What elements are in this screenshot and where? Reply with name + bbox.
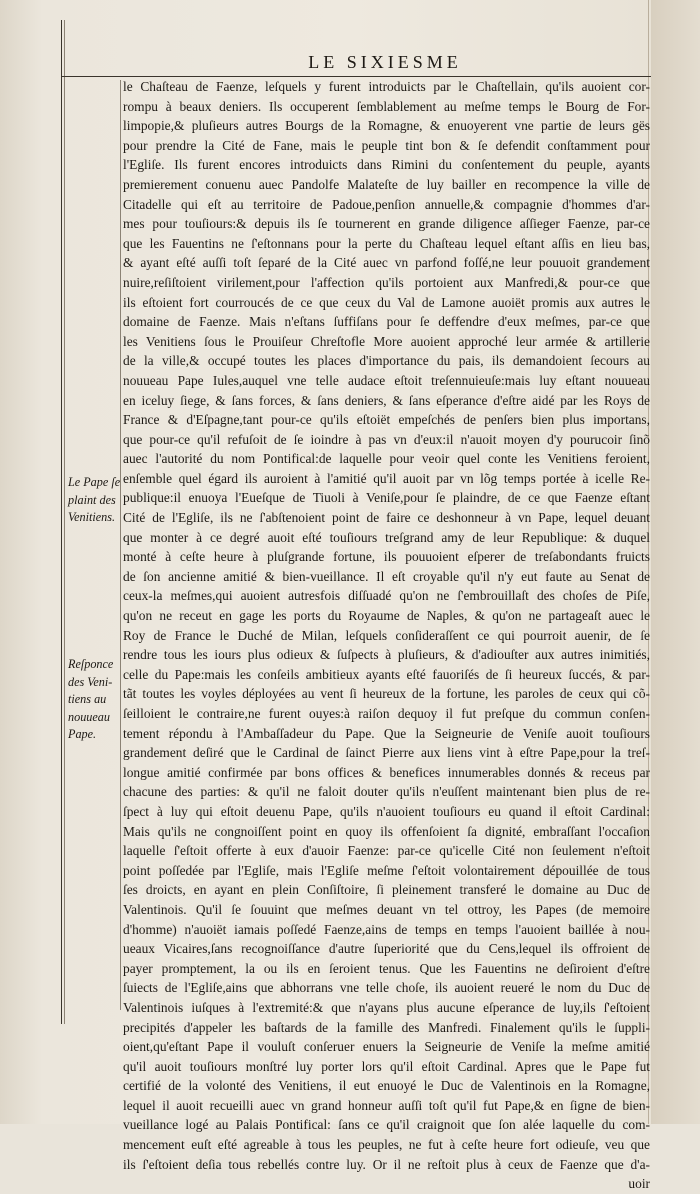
text-line: ſpect à luy qui eſtoit deuenu Pape, qu'ils n'auoient touſiours eu quand il eſtoit Cardinal: (123, 803, 650, 819)
text-line: & ayant eſté auſſi toſt ſeparé de la Cité auec vn parfond foſſé,ne leur pouuoit grandement (123, 255, 650, 271)
margin-note-line: nouueau (68, 709, 110, 724)
text-line: mencement euſt eſté agreable à tous les peuples, ne fut à ceſte heure fort odieuſe, veu que (123, 1137, 650, 1153)
text-line: rendre tous les iours plus odieux & ſuſpects à pluſieurs, & d'adiouſter aux autres inimitiés, (123, 647, 650, 663)
text-line: tement répondu à l'Ambaſſadeur du Pape. Que la Seigneurie de Veniſe auoit touſiours (123, 725, 650, 741)
text-line: pour prendre la Cité de Fane, mais le peuple tint bon & ſe defendit conſtamment pour (123, 137, 650, 153)
margin-note-line: plaint des (68, 492, 116, 507)
text-line: qu'il auoit touſiours monſtré luy porter lors qu'il eſtoit Cardinal. Apres que le Pape fut (123, 1058, 650, 1074)
text-line: oient,qu'eſtant Pape il vouluſt conſeruer enuers la Seigneurie de Veniſe la meſme amitié (123, 1039, 650, 1055)
text-line: grandement deſiré que le Cardinal de ſainct Pierre aux liens vint à eſtre Pape,pour la treſ- (123, 745, 650, 761)
text-line: precipités d'appeler les baſtards de la famille des Manfredi. Finalement qu'ils le ſuppli- (123, 1019, 650, 1035)
text-line: Valentinois. Qu'il ſe ſouuint que meſmes deuant vn tel ottroy, les Papes (de memoire (123, 901, 650, 917)
text-line: l'Egliſe. Ils furent encores introduicts dans Rimini du conſentement du peuple, ayants (123, 157, 650, 173)
text-line: ſuiects de l'Egliſe,ains que abhorrans vne telle choſe, ils auoient reueré le nom du Duc de (123, 980, 650, 996)
margin-note (68, 656, 122, 744)
text-line: que monter à ce degré auoit eſté touſiours treſgrand amy de leur Republique: & duquel (123, 529, 650, 545)
text-line: nuire,reſiſtoient virilement,pour l'affection qu'ils portoient aux Manfredi,& pour-ce que (123, 274, 650, 290)
text-line: nouueau Pape Iules,auquel vne telle audace eſtoit treſennuieuſe:mais luy eſtant nouueau (123, 372, 650, 388)
text-line: laquelle ſ'eſtoit offerte à eux d'auoir Faenze: par-ce qu'icelle Cité non ſeulement n'eſtoit (123, 843, 650, 859)
margin-note-line: Reſponce (68, 657, 114, 671)
text-line: enſemble quel égard ils auroient à l'amitié qu'il auoit par vn lõg temps portée à icelle Re- (123, 470, 650, 486)
text-line: France & d'Eſpagne,tant pour-ce qu'ils eſtoiët empeſchés de penſers bien plus importans, (123, 412, 650, 428)
margin-note-line: Pape. (68, 727, 97, 741)
text-line: ils ſ'eſtoient deſia tous rebellés contre luy. Or il ne reſtoit plus à ceux de Faenze que d'a- (123, 1156, 650, 1172)
left-border-rule (61, 20, 62, 1024)
text-line: monté à ceſte heure à pluſgrande fortune, ils pouuoient eſperer de treſabondants fruicts (123, 549, 650, 565)
margin-note (68, 474, 122, 527)
text-line: mes pour touſiours:& depuis ils ſe tournerent en grande diligence aſſieger Faenze, par-ce (123, 216, 650, 232)
text-line: ſeilloient le contraire,ne furent ouyes:à raiſon dequoy il fut preſque du commun conſen- (123, 706, 650, 721)
text-line: en iceluy ſiege, & ſans forces, & ſans deniers, & ſans eſperance d'eſtre aidé par les Roys de (123, 392, 650, 408)
running-head: LE SIXIESME (308, 52, 462, 72)
text-line: de ſon ancienne amitié & bien-vueillance. Il eſt croyable qu'il n'y eut faute au Senat de (123, 568, 650, 584)
text-line: point poſſedée par l'Egliſe, mais l'Egliſe meſme ſ'eſtoit volontairement dépouillée de tous (123, 862, 650, 878)
margin-note-line: tiens au (68, 692, 107, 706)
text-line: premierement conuenu auec Pandolfe Malateſte de luy bailler en recompence la ville de (123, 176, 650, 192)
text-line: de la ville,& occupé toutes les places d'importance du pais, ils demandoient ſecours au (123, 353, 650, 369)
margin-note-line: des Veni- (68, 674, 113, 689)
text-line: Citadelle qui eſt au territoire de Padoue,penſion annuelle,& compagnie d'hommes d'ar- (123, 196, 650, 212)
text-line: Roy de France le Duché de Milan, leſquels conſideraſſent ce qui pourroit auenir, de ſe (123, 627, 650, 643)
margin-note-line: Le Pape ſe (68, 475, 121, 489)
text-line: publique:il enuoya l'Eueſque de Tiuoli à Veniſe,pour ſe plaindre, de ce que Faenze eſtant (123, 490, 650, 506)
text-line: Mais qu'ils ne congnoiſſent point en quoy ils offenſoient ſa dignité, embraſſant l'occaſion (123, 823, 650, 839)
text-line: le Chaſteau de Faenze, leſquels y furent introduicts par le Chaſtellain, qu'ils auoient cor- (123, 79, 650, 94)
text-line: qu'on ne receut en gage les ports du Royaume de Naples, & qu'on ne partageaſt auec le (123, 608, 650, 624)
text-line: tãt toutes les voyles déployées au vent ſi heureux de la fortune, les paroles de ceux qui cõ- (123, 686, 650, 702)
text-line: Cité de l'Egliſe, ils ne ſ'abſtenoient point de faire ce deshonneur à vn Pape, lequel deuant (123, 510, 650, 526)
text-line: longue amitié confirmée par bons offices & benefices innumerables donnés & receus par (123, 764, 650, 780)
text-line: d'homme) n'auoiët iamais poſſedé Faenze,ains de temps en temps l'auoient baillée à nou- (123, 921, 650, 937)
text-line: certifié de la volonté des Venitiens, il eut enuoyé le Duc de Valentinois en la Romagne, (123, 1078, 650, 1094)
text-line: ſes droicts, en ayant en plein Conſiſtoire, ſi pleinement transferé le domaine au Duc de (123, 882, 650, 898)
margin-rule (120, 80, 121, 1010)
text-line: auec l'autorité du nom Pontifical:de laquelle pour veoir quel conte les Venitiens feroient, (123, 451, 650, 467)
text-line: ils eſtoient fort courroucés de ce que ceux du Val de Lamone auoiët promis aux autres le (123, 294, 650, 310)
margin-note-line: Venitiens. (68, 510, 116, 524)
text-line: que les Fauentins ne ſ'eſtonnans pour la perte du Chaſteau lequel eſtant aſſis en lieu bas, (123, 235, 650, 251)
catchword: uoir (628, 1176, 650, 1192)
left-border-rule-inner (64, 20, 65, 1024)
text-line: vueillance logé au Palais Pontifical: ſans ce qu'il craignoit que ſon alée laquelle du com- (123, 1117, 650, 1133)
text-line: ueaux Vicaires,ſans recognoiſſance d'autre ſuperiorité que du Cens,lequel ils offroient de (123, 941, 650, 957)
text-line: ceux-la meſmes,qui auoient autresfois diſſuadé qu'on ne ſ'embrouillaſt des choſes de Piſe, (123, 588, 650, 604)
text-line: celle du Pape:mais les conſeils ambitieux ayants eſté fauoriſés de ſi heureux ſuccés, & par- (123, 666, 650, 682)
text-line: que pour-ce qu'il refuſoit de ſe ioindre à pas vn d'eux:il n'auoit moyen d'y pourucoir ſinõ (123, 431, 650, 447)
text-line: lequel il auoit recueilli auec vn grand honneur auſſi toſt qu'il fut Pape,& en ſigne de bien- (123, 1097, 650, 1113)
body-text (123, 77, 650, 1194)
text-line: limpopie,& pluſieurs autres Bourgs de la Romagne, & enuoyerent vne partie de leurs gës (123, 118, 650, 134)
text-line: payer promptement, la ou ils en ſeroient tenus. Que les Fauentins ne deſiroient d'eſtre (123, 960, 650, 976)
text-line: chacune des parties: & qu'il ne faloit douter qu'ils n'euſſent maintenant bien plus de re- (123, 784, 650, 800)
adjacent-page-edge (651, 0, 700, 1124)
text-line: Valentinois iuſques à l'extremité:& que n'ayans plus aucune eſperance de luy,ils ſ'eſtoient (123, 999, 650, 1015)
text-line: rompu à beaux deniers. Ils occuperent ſemblablement au meſme temps le Bourg de For- (123, 98, 650, 114)
text-line: les Venitiens ſous le Prouiſeur Chreſtofle More auoient approché leur armée & artillerie (123, 333, 650, 349)
text-line: domaine de Faenze. Mais n'eſtans ſuffiſans pour ſe deffendre d'eux meſmes, par-ce que (123, 314, 650, 330)
